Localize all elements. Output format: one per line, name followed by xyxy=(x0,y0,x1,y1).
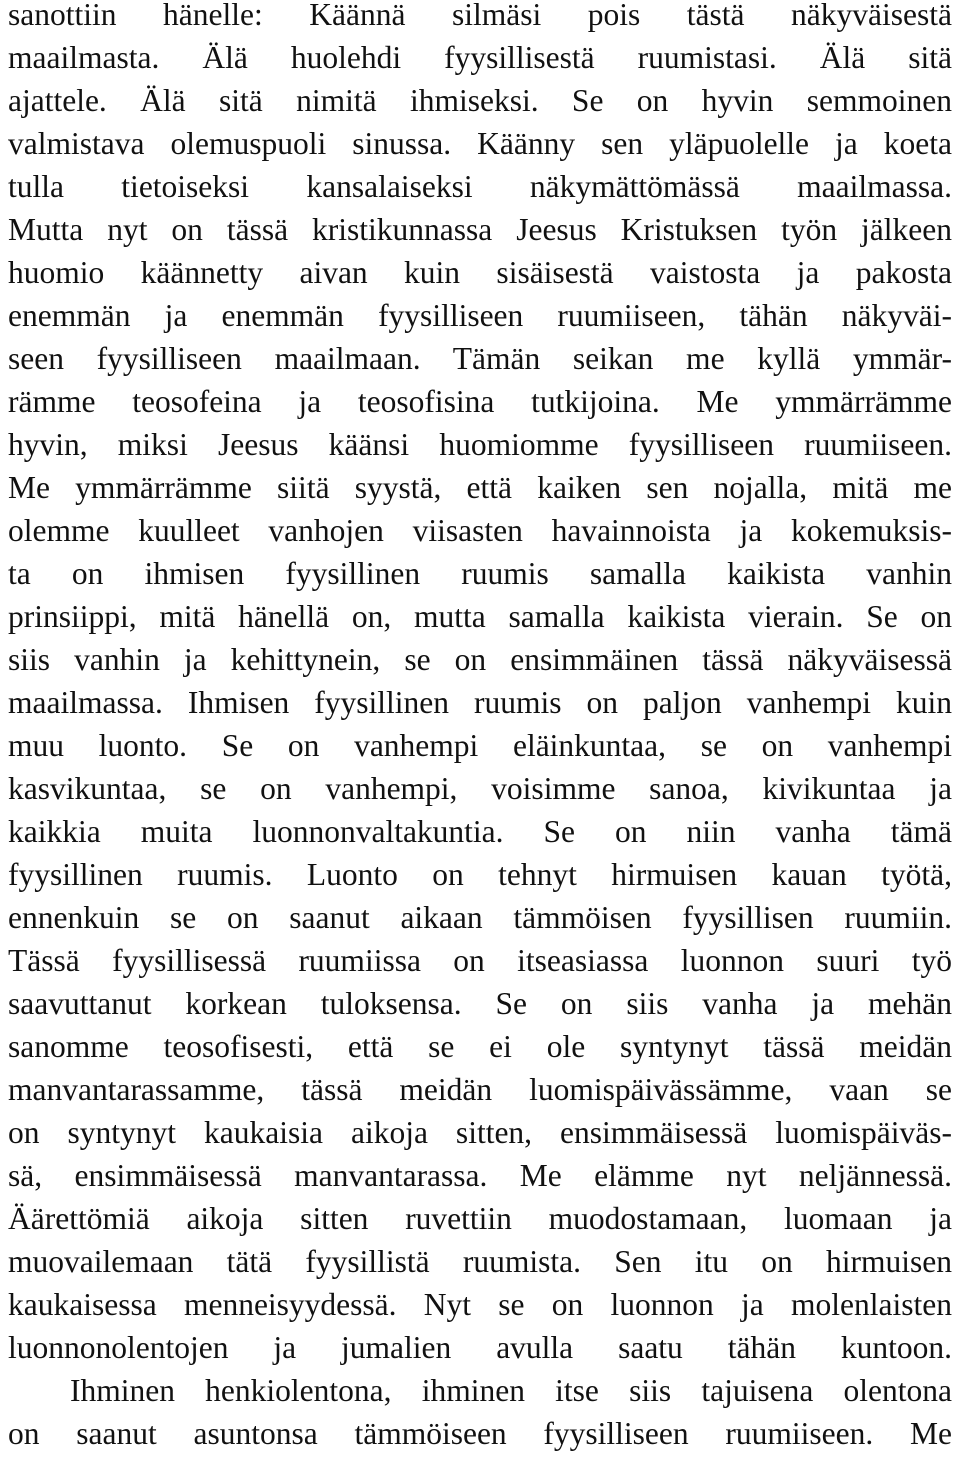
text-line: enemmän ja enemmän fyysilliseen ruumiiseen, tähän näkyväi- xyxy=(8,298,952,333)
text-line: Me ymmärrämme siitä syystä, että kaiken sen nojalla, mitä me xyxy=(8,470,952,505)
text-line: sä, ensimmäisessä manvantarassa. Me elämme nyt neljännessä. xyxy=(8,1158,952,1193)
text-line: Tässä fyysillisessä ruumiissa on itseasiassa luonnon suuri työ xyxy=(8,943,952,978)
text-line: siis vanhin ja kehittynein, se on ensimmäinen tässä näkyväisessä xyxy=(8,642,952,677)
text-line: prinsiippi, mitä hänellä on, mutta samalla kaikista vierain. Se on xyxy=(8,599,952,634)
text-line: maailmasta. Älä huolehdi fyysillisestä ruumistasi. Älä sitä xyxy=(8,40,952,75)
text-line: luonnonolentojen ja jumalien avulla saatu tähän kuntoon. xyxy=(8,1330,952,1365)
text-line: Mutta nyt on tässä kristikunnassa Jeesus Kristuksen työn jälkeen xyxy=(8,212,952,247)
text-line: maailmassa. Ihmisen fyysillinen ruumis on paljon vanhempi kuin xyxy=(8,685,952,720)
text-line: tulla tietoiseksi kansalaiseksi näkymättömässä maailmassa. xyxy=(8,169,952,204)
text-line: olemme kuulleet vanhojen viisasten havainnoista ja kokemuksis- xyxy=(8,513,952,548)
text-line: valmistava olemuspuoli sinussa. Käänny sen yläpuolelle ja koeta xyxy=(8,126,952,161)
text-line: muu luonto. Se on vanhempi eläinkuntaa, se on vanhempi xyxy=(8,728,952,763)
text-line: kasvikuntaa, se on vanhempi, voisimme sanoa, kivikuntaa ja xyxy=(8,771,952,806)
text-line: ennenkuin se on saanut aikaan tämmöisen fyysillisen ruumiin. xyxy=(8,900,952,935)
text-line: sanomme teosofisesti, että se ei ole syntynyt tässä meidän xyxy=(8,1029,952,1064)
text-line: saavuttanut korkean tuloksensa. Se on siis vanha ja mehän xyxy=(8,986,952,1021)
text-line: muovailemaan tätä fyysillistä ruumista. Sen itu on hirmuisen xyxy=(8,1244,952,1279)
text-line: kaikkia muita luonnonvaltakuntia. Se on niin vanha tämä xyxy=(8,814,952,849)
text-line: seen fyysilliseen maailmaan. Tämän seikan me kyllä ymmär- xyxy=(8,341,952,376)
text-line: Äärettömiä aikoja sitten ruvettiin muodostamaan, luomaan ja xyxy=(8,1201,952,1236)
text-line: on saanut asuntonsa tämmöiseen fyysilliseen ruumiiseen. Me xyxy=(8,1416,952,1451)
text-line: rämme teosofeina ja teosofisina tutkijoina. Me ymmärrämme xyxy=(8,384,952,419)
text-line: sanottiin hänelle: Käännä silmäsi pois tästä näkyväisestä xyxy=(8,0,952,32)
text-line: fyysillinen ruumis. Luonto on tehnyt hirmuisen kauan työtä, xyxy=(8,857,952,892)
text-line: ta on ihmisen fyysillinen ruumis samalla kaikista vanhin xyxy=(8,556,952,591)
text-line: on syntynyt kaukaisia aikoja sitten, ensimmäisessä luomispäiväs- xyxy=(8,1115,952,1150)
text-line: manvantarassamme, tässä meidän luomispäivässämme, vaan se xyxy=(8,1072,952,1107)
text-line: hyvin, miksi Jeesus käänsi huomiomme fyysilliseen ruumiiseen. xyxy=(8,427,952,462)
text-line: ajattele. Älä sitä nimitä ihmiseksi. Se on hyvin semmoinen xyxy=(8,83,952,118)
paragraph-first-line: Ihminen henkiolentona, ihminen itse siis tajuisena olentona xyxy=(70,1373,952,1408)
text-line: huomio käännetty aivan kuin sisäisestä vaistosta ja pakosta xyxy=(8,255,952,290)
text-line: kaukaisessa menneisyydessä. Nyt se on luonnon ja molenlaisten xyxy=(8,1287,952,1322)
